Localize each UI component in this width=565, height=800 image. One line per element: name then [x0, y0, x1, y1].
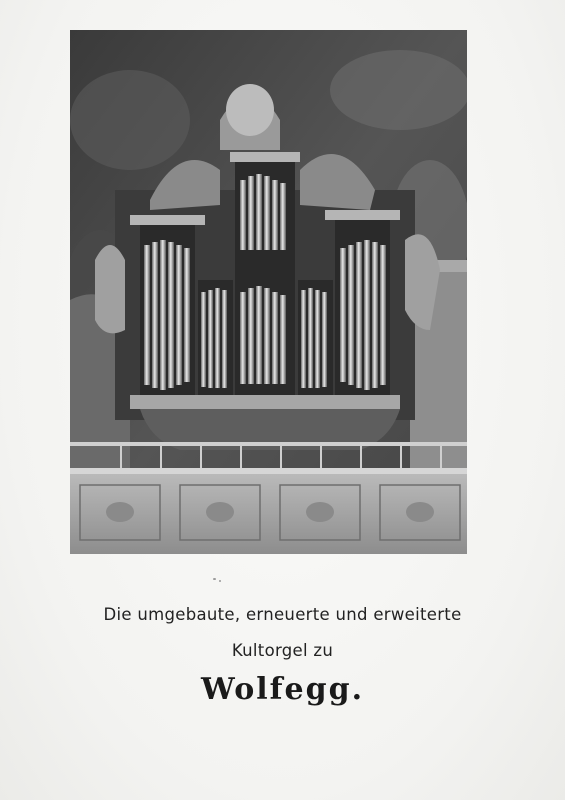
paper-speck: [219, 580, 221, 582]
caption-line-1: Die umgebaute, erneuerte und erweiterte: [103, 605, 462, 624]
organ-photograph: [70, 30, 467, 554]
caption-line-2: Kultorgel zu: [231, 641, 334, 660]
caption-title: Wolfegg.: [200, 672, 365, 707]
organ-illustration: [70, 30, 467, 554]
paper-speck: [213, 578, 216, 580]
